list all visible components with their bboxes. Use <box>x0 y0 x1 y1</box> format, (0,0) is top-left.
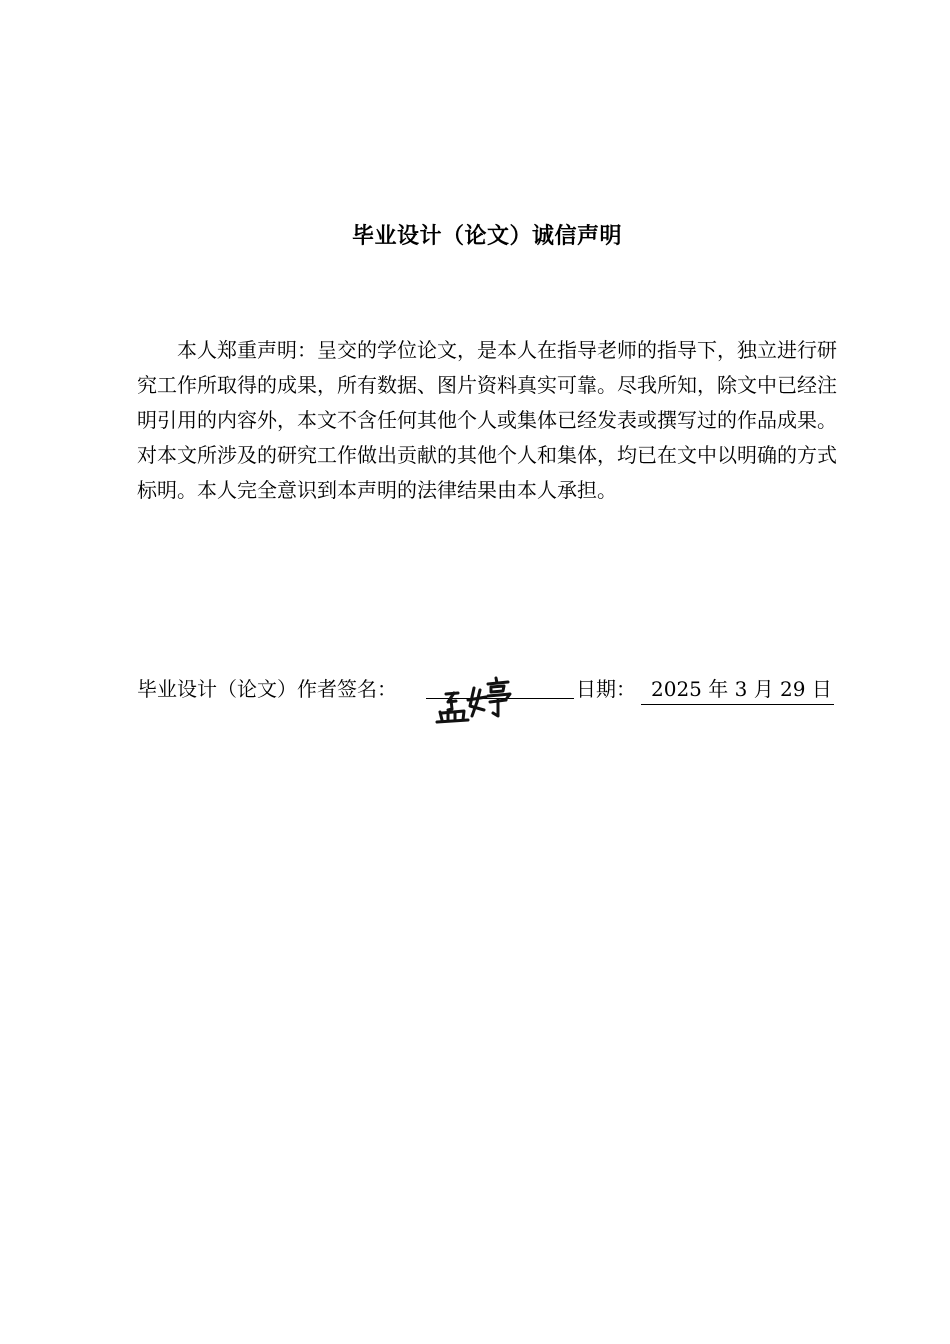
declaration-paragraph: 本人郑重声明：呈交的学位论文，是本人在指导老师的指导下，独立进行研究工作所取得的成果，所有数据、图片资料真实可靠。尽我所知，除文中已经注明引用的内容外，本文不含任何其他个人或集体已经发表或撰写过的作品成果。对本文所涉及的研究工作做出贡献的其他个人和集体，均已在文中以明确的方式标明。本人完全意识到本声明的法律结果由本人承担。 <box>137 338 837 502</box>
date-value: 2025 年 3 月 29 日 <box>641 674 834 705</box>
signature-row <box>137 674 857 734</box>
date-label: 日期： <box>576 677 636 701</box>
handwritten-signature <box>434 676 514 728</box>
signature-label: 毕业设计（论文）作者签名： <box>137 677 397 701</box>
page-title: 毕业设计（论文）诚信声明 <box>351 224 622 249</box>
